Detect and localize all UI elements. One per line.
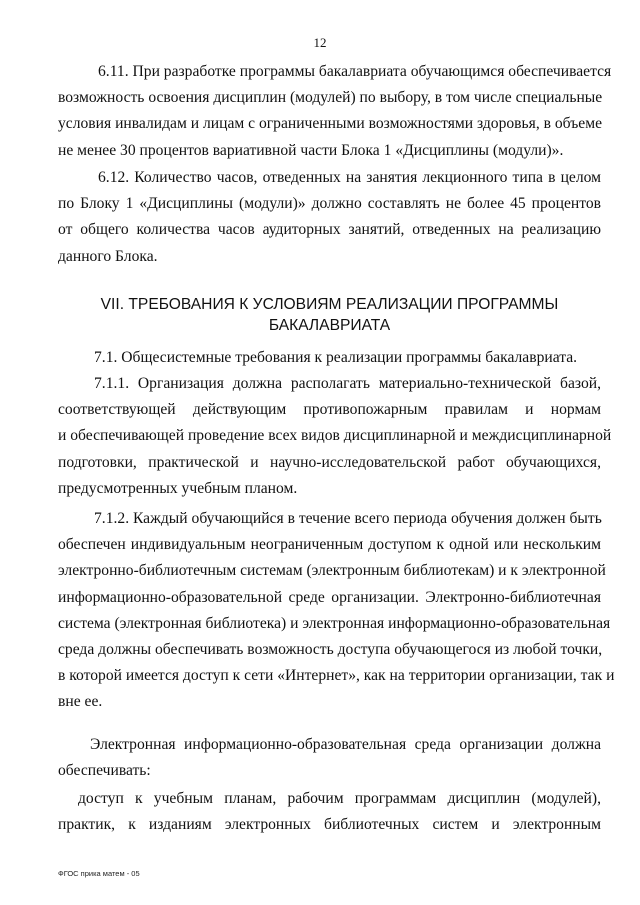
paragraph-6-12: [58, 165, 601, 270]
text-line: 7.1.1. Организация должна располагать материально-технической базой,: [94, 375, 601, 392]
text-line: предусмотренных учебным планом.: [58, 479, 298, 497]
section-heading-line: БАКАЛАВРИАТА: [268, 317, 391, 334]
text-line: Электронная информационно-образовательная среда организации должна: [90, 736, 601, 753]
text-line: и обеспечивающей проведение всех видов дисциплинарной и междисциплинарной: [58, 427, 612, 445]
text-line: подготовки, практической и научно-исследовательской работ обучающихся,: [58, 453, 601, 471]
paragraph-7-1-2: [58, 506, 615, 716]
text-line: 7.1. Общесистемные требования к реализации программы бакалавриата.: [94, 349, 578, 366]
text-line: от общего количества часов аудиторных занятий, отведенных на реализацию: [58, 221, 601, 239]
text-line: доступ к учебным планам, рабочим программам дисциплин (модулей),: [78, 790, 601, 807]
text-line: обеспечен индивидуальным неограниченным доступом к одной или нескольким: [58, 536, 601, 554]
text-line: 7.1.2. Каждый обучающийся в течение всего периода обучения должен быть: [94, 510, 602, 527]
text-line: среда должны обеспечивать возможность доступа обучающегося из любой точки,: [58, 641, 603, 659]
footer-note: ФГОС прика матем - 05: [58, 869, 140, 878]
section-heading: [58, 294, 601, 336]
paragraph-7-1-1: [58, 371, 612, 502]
text-line: не менее 30 процентов вариативной части Блока 1 «Дисциплины (модули)».: [58, 141, 564, 159]
text-line: в которой имеется доступ к сети «Интернет», как на территории организации, так и: [58, 667, 615, 685]
paragraph-7-1: [58, 345, 601, 371]
paragraph-6-11: [58, 59, 612, 164]
paragraph-access: [58, 786, 601, 838]
text-line: по Блоку 1 «Дисциплины (модули)» должно составлять не более 45 процентов: [58, 195, 601, 213]
text-line: условия инвалидам и лицам с ограниченными возможностями здоровья, в объеме: [58, 115, 603, 133]
paragraph-environment: [58, 732, 601, 784]
text-line: 6.11. При разработке программы бакалавриата обучающимся обеспечивается: [98, 63, 612, 80]
text-line: практик, к изданиям электронных библиотечных систем и электронным: [58, 816, 601, 834]
page-number: 12: [313, 35, 327, 50]
text-line: соответствующей действующим противопожарным правилам и нормам: [58, 401, 601, 419]
text-line: данного Блока.: [58, 247, 158, 265]
text-line: электронно-библиотечным системам (электронным библиотекам) и к электронной: [58, 562, 606, 580]
text-line: информационно-образовательной среде организации. Электронно-библиотечная: [58, 588, 601, 606]
text-line: возможность освоения дисциплин (модулей) по выбору, в том числе специальные: [58, 89, 603, 107]
text-line: система (электронная библиотека) и электронная информационно-образовательная: [58, 614, 611, 632]
section-heading-line: VII. ТРЕБОВАНИЯ К УСЛОВИЯМ РЕАЛИЗАЦИИ ПРОГРАММЫ: [100, 296, 559, 313]
text-line: обеспечивать:: [58, 762, 151, 780]
text-line: вне ее.: [58, 693, 103, 711]
text-line: 6.12. Количество часов, отведенных на занятия лекционного типа в целом: [98, 169, 601, 186]
